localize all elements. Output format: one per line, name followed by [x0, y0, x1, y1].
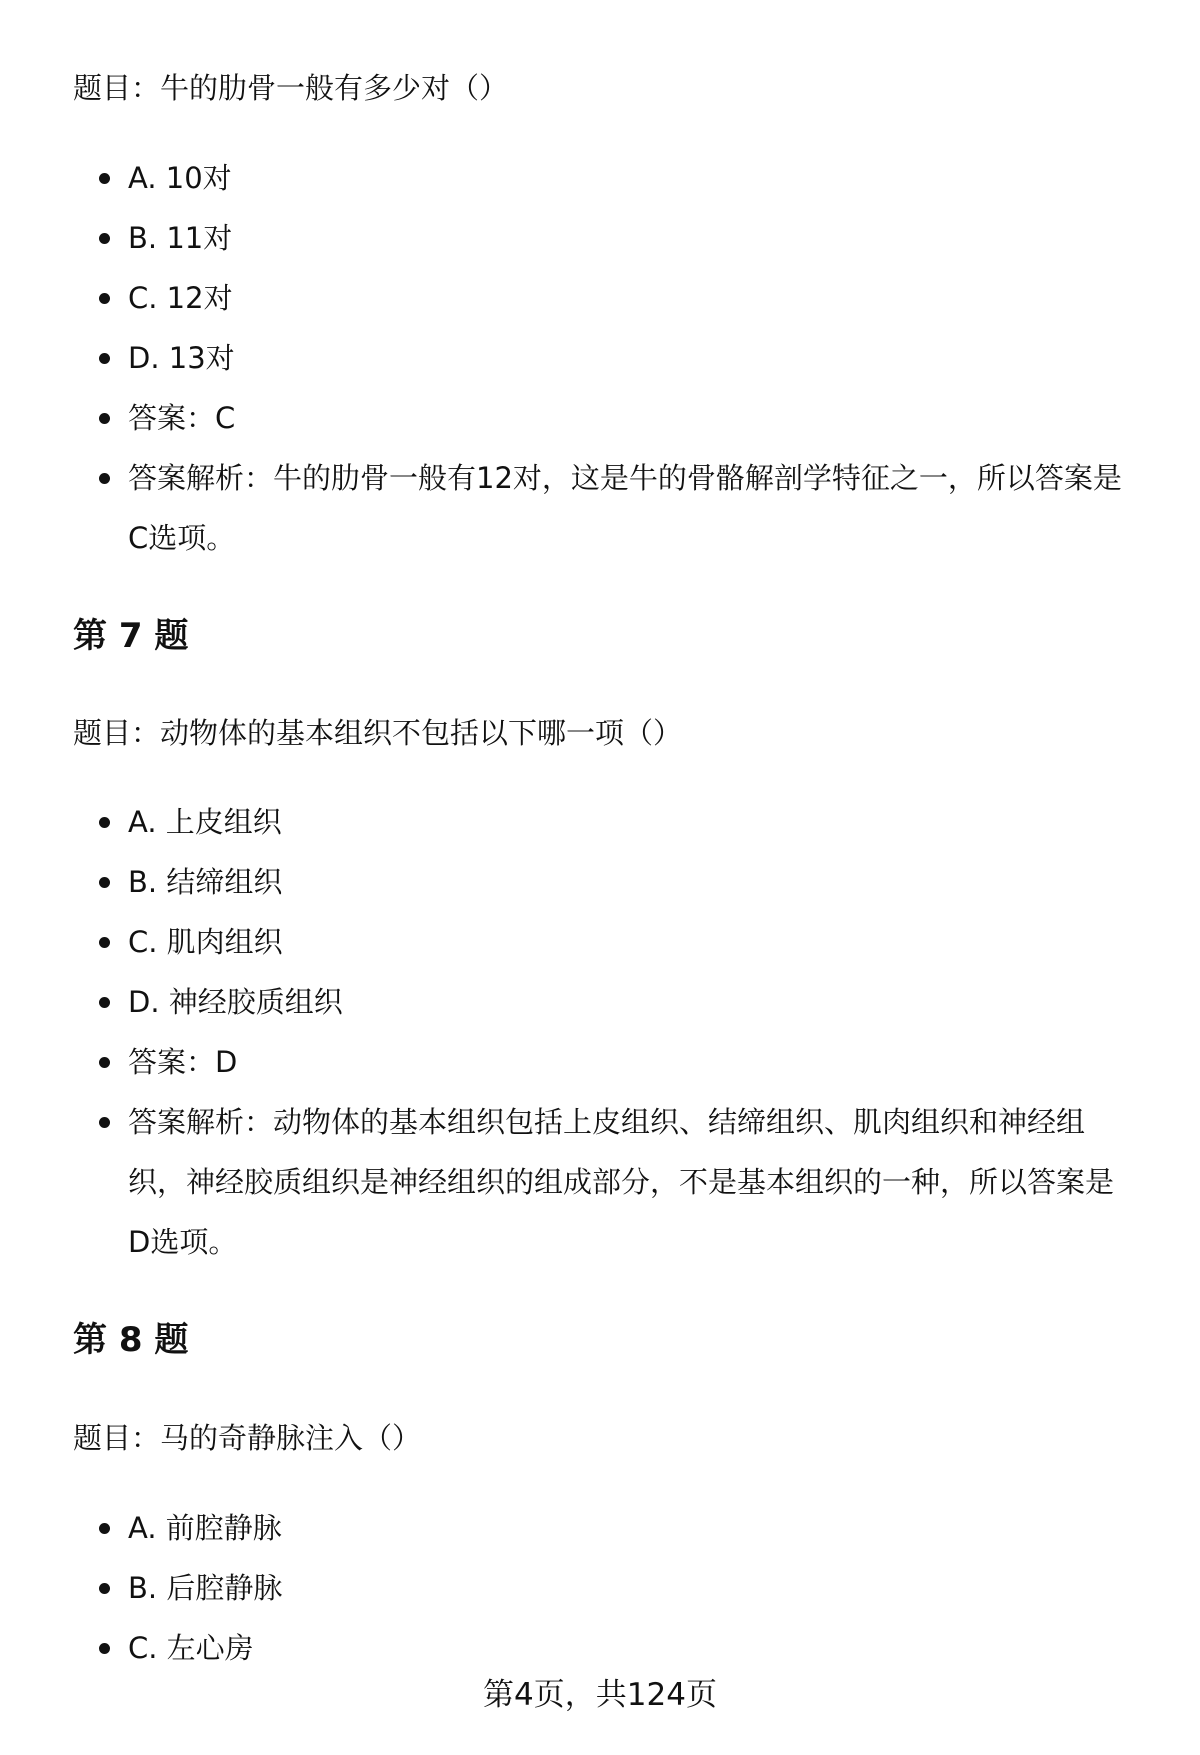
option-b: B. 后腔静脉 [0, 1558, 1200, 1618]
question-8-options [0, 1498, 1200, 1678]
option-d: D. 13对 [0, 328, 1200, 388]
option-c: C. 12对 [0, 268, 1200, 328]
option-a: A. 上皮组织 [0, 792, 1200, 852]
question-7-options [0, 792, 1200, 1272]
question-7-heading: 第 7 题 [73, 616, 189, 656]
question-6-prompt: 题目：牛的肋骨一般有多少对（） [73, 71, 509, 105]
answer: 答案：C [0, 388, 1200, 448]
page-number: 第4页，共124页 [483, 1677, 717, 1713]
option-c: C. 左心房 [0, 1618, 1200, 1678]
option-b: B. 结缔组织 [0, 852, 1200, 912]
answer-explanation [0, 1092, 1200, 1272]
question-8-prompt: 题目：马的奇静脉注入（） [73, 1421, 422, 1455]
question-6-options [0, 148, 1200, 568]
answer-explanation [0, 448, 1200, 568]
option-b: B. 11对 [0, 208, 1200, 268]
option-d: D. 神经胶质组织 [0, 972, 1200, 1032]
explanation-line: C选项。 [128, 521, 236, 555]
option-a: A. 前腔静脉 [0, 1498, 1200, 1558]
explanation-line: D选项。 [128, 1225, 238, 1259]
explanation-line: 织，神经胶质组织是神经组织的组成部分，不是基本组织的一种，所以答案是 [128, 1165, 1115, 1199]
explanation-line: 答案解析：牛的肋骨一般有12对，这是牛的骨骼解剖学特征之一，所以答案是 [128, 461, 1122, 495]
explanation-line: 答案解析：动物体的基本组织包括上皮组织、结缔组织、肌肉组织和神经组 [128, 1105, 1086, 1139]
option-a: A. 10对 [0, 148, 1200, 208]
answer: 答案：D [0, 1032, 1200, 1092]
option-c: C. 肌肉组织 [0, 912, 1200, 972]
question-7-prompt: 题目：动物体的基本组织不包括以下哪一项（） [73, 716, 683, 750]
question-8-heading: 第 8 题 [73, 1320, 189, 1360]
